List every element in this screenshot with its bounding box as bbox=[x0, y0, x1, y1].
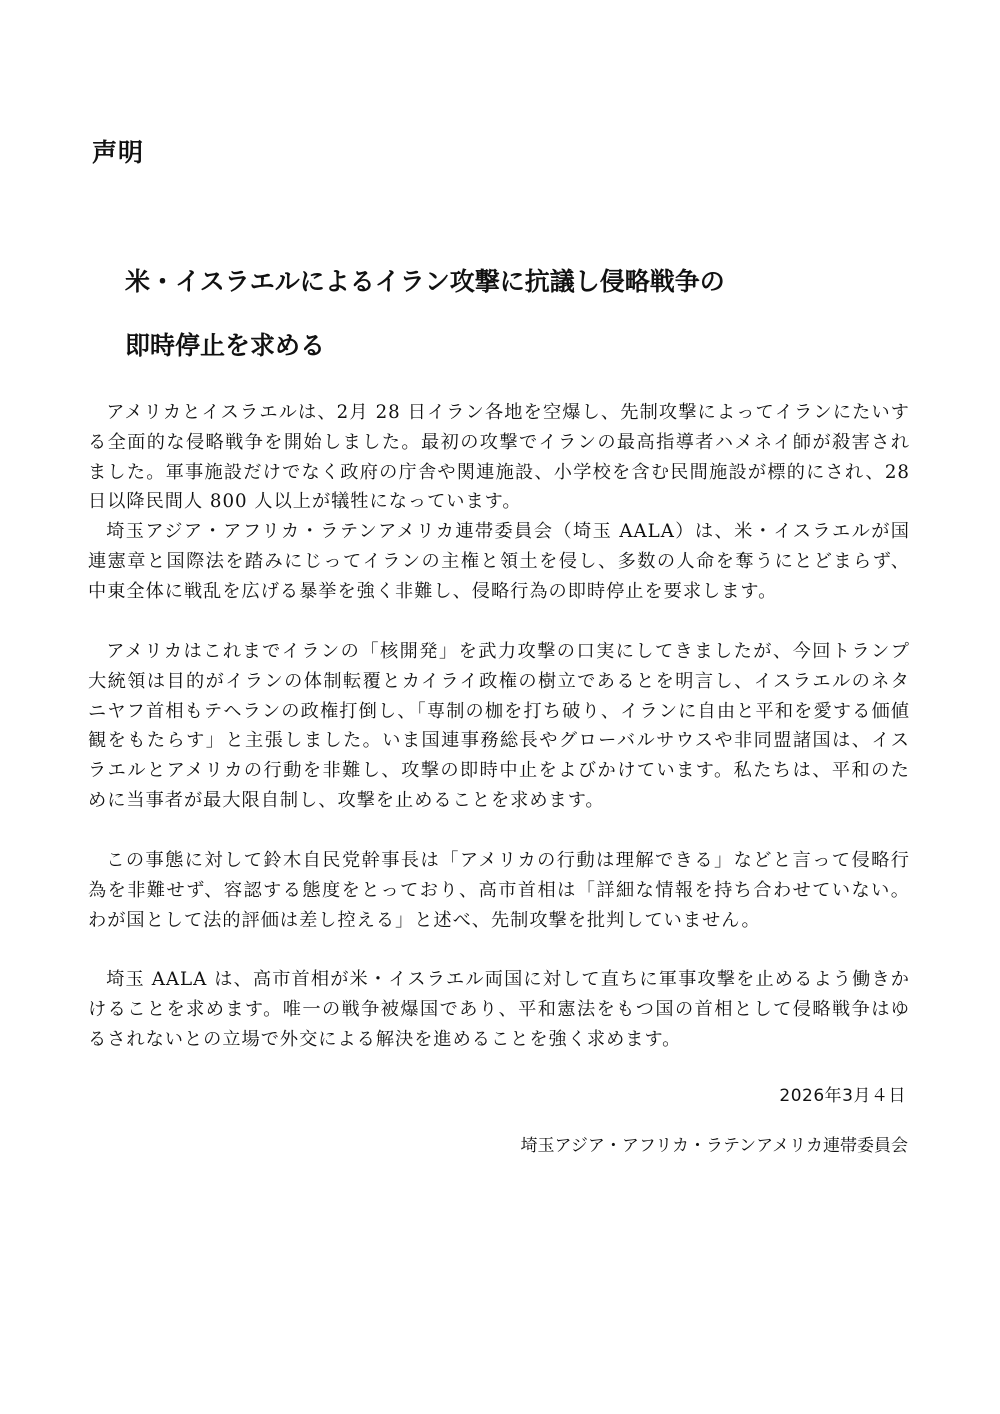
document-heading: 声明 bbox=[92, 138, 145, 167]
statement-title-line-1: 米・イスラエルによるイラン攻撃に抗議し侵略戦争の bbox=[125, 267, 725, 296]
body-paragraph-1: アメリカとイスラエルは、2月 28 日イラン各地を空爆し、先制攻撃によってイランにたいする全面的な侵略戦争を開始しました。最初の攻撃でイランの最高指導者ハメネイ師が殺害されました。軍事施設だけでなく政府の庁舎や関連施設、小学校を含む民間施設が標的にされ、28 日以降民間人 800 人以上が犠牲になっています。 bbox=[88, 402, 910, 513]
statement-date: 2026年3月４日 bbox=[779, 1086, 906, 1106]
body-paragraph-2: 埼玉アジア・アフリカ・ラテンアメリカ連帯委員会（埼玉 AALA）は、米・イスラエルが国連憲章と国際法を踏みにじってイランの主権と領土を侵し、多数の人命を奪うにとどまらず、中東全体に戦乱を広げる暴挙を強く非難し、侵略行為の即時停止を要求します。 bbox=[88, 521, 910, 602]
statement-title bbox=[125, 250, 845, 378]
body-paragraph-4: この事態に対して鈴木自民党幹事長は「アメリカの行動は理解できる」などと言って侵略行為を非難せず、容認する態度をとっており、高市首相は「詳細な情報を持ち合わせていない。わが国として法的評価は差し控える」と述べ、先制攻撃を批判していません。 bbox=[88, 850, 910, 931]
body-paragraph-3: アメリカはこれまでイランの「核開発」を武力攻撃の口実にしてきましたが、今回トランプ大統領は目的がイランの体制転覆とカイライ政権の樹立であるとを明言し、イスラエルのネタニヤフ首相もテヘランの政権打倒し、「専制の枷を打ち破り、イランに自由と平和を愛する価値観をもたらす」と主張しました。いま国連事務総長やグローバルサウスや非同盟諸国は、イスラエルとアメリカの行動を非難し、攻撃の即時中止をよびかけています。私たちは、平和のために当事者が最大限自制し、攻撃を止めることを求めます。 bbox=[88, 641, 910, 811]
statement-title-line-2: 即時停止を求める bbox=[125, 331, 326, 360]
body-paragraph-5: 埼玉 AALA は、高市首相が米・イスラエル両国に対して直ちに軍事攻撃を止めるよう働きかけることを求めます。唯一の戦争被爆国であり、平和憲法をもつ国の首相として侵略戦争はゆるされないとの立場で外交による解決を進めることを強く求めます。 bbox=[88, 969, 910, 1050]
issuing-organization: 埼玉アジア・アフリカ・ラテンアメリカ連帯委員会 bbox=[520, 1136, 908, 1156]
